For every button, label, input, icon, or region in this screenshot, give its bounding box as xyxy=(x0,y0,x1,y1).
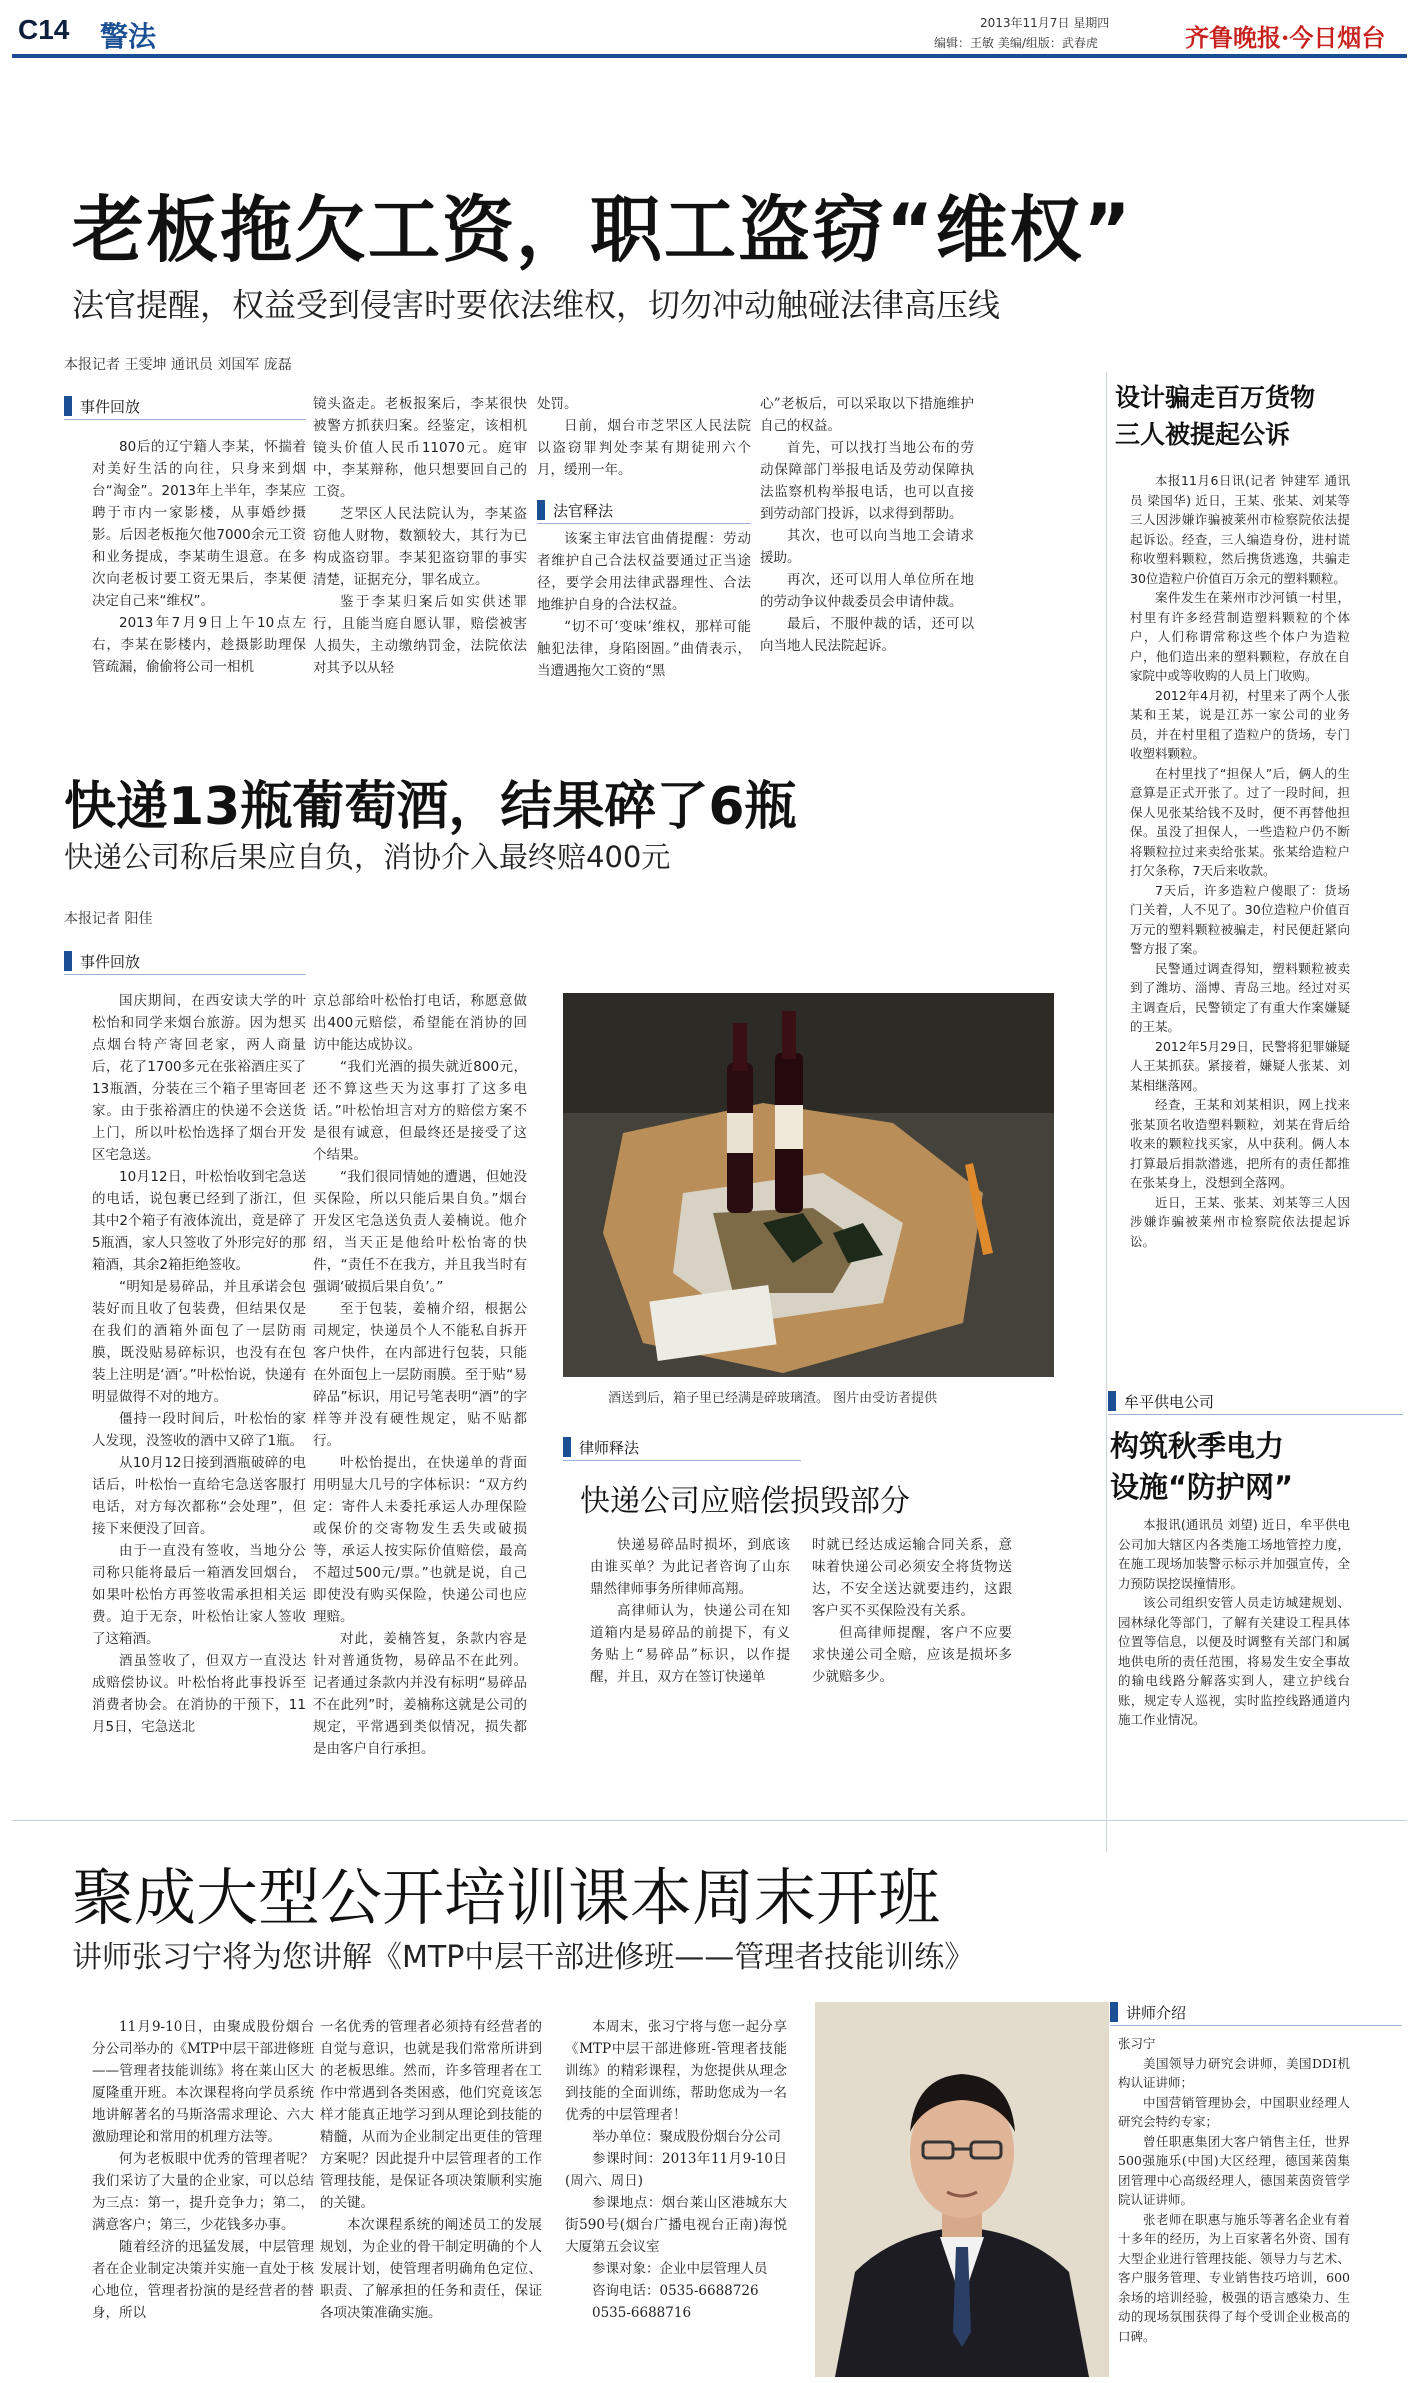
right2-headline-line1: 构筑秋季电力 xyxy=(1110,1429,1285,1463)
issue-date: 2013年11月7日 星期四 xyxy=(980,16,1110,30)
story3-col1: 11月9-10日，由聚成股份烟台分公司举办的《MTP中层干部进修班——管理者技能训练》将在莱山区大厦隆重开班。本次课程将向学员系统地讲解著名的马斯洛需求理论、六大激励理论和常用的机理方法等。 何为老板眼中优秀的管理者呢？我们采访了大量的企业家，可以总结为三点：第一，提升竞争力；第二，满意客户；第三，少花钱多办事。 随着经济的迅猛发展，中层管理者在企业制定决策并实施一直处于核心地位，管理者扮演的是经营者的替身，所以 xyxy=(92,2019,314,2321)
lecturer-bio: 张习宁 美国领导力研究会讲师，美国DDI机构认证讲师； 中国营销管理协会，中国职业经理人研究会特约专家； 曾任职惠集团大客户销售主任，世界500强施乐(中国)大区经理，德国莱茵集团管理中心高级经理人，德国莱茵资管学院认证讲师。 张老师在职惠与施乐等著名企业有着十多年的经历，为上百家著名外资、国有大型企业进行管理技能、领导力与艺术、客户服务管理、专业销售技巧培训，600余场的培训经验，极强的语言感染力、生动的现场氛围获得了每个受训企业极高的口碑。 xyxy=(1118,2036,1350,2344)
story2-col2: 京总部给叶松怡打电话，称愿意做出400元赔偿，希望能在消协的回访中能达成协议。 “我们光酒的损失就近800元，还不算这些天为这事打了这多电话。”叶松怡坦言对方的赔偿方案不是很有诚意，但最终还是接受了这个结果。 “我们很同情她的遭遇，但她没买保险，所以只能后果自负。”烟台开发区宅急送负责人姜楠说。他介绍，当天正是他给叶松怡寄的快件，“责任不在我方，并且我当时有强调‘破损后果自负’。” 至于包装，姜楠介绍，根据公司规定，快递员个人不能私自拆开客户快件，在内部进行包装，只能在外面包上一层防雨膜。至于贴“易碎品”标识，用记号笔表明“酒”的字样等并没有硬性规定，贴不贴都行。 叶松怡提出，在快递单的背面用明显大几号的字体标识：“双方约定：寄件人未委托承运人办理保险或保价的交寄物发生丢失或破损等，承运人按实际价值赔偿，最高不超过500元/票。”也就是说，自己即使没有购买保险，快递公司也应理赔。 对此，姜楠答复，条款内容是针对普通货物，易碎品不在此列。记者通过条款内并没有标明“易碎品不在此列”时，姜楠称这就是公司的规定，平常遇到类似情况，损失都是由客户自行承担。 xyxy=(313,993,527,1757)
photo-caption: 酒送到后，箱子里已经满是碎玻璃渣。 图片由受访者提供 xyxy=(608,1391,938,1406)
section-event-replay-2: 事件回放 xyxy=(64,948,306,974)
law-col1: 快递易碎品时损坏，到底该由谁买单？为此记者咨询了山东鼎然律师事务所律师高翔。 高律师认为，快递公司在知道箱内是易碎品的前提下，有义务贴上“易碎品”标识，以作提醒，并且，双方在签订快递单 xyxy=(590,1537,790,1685)
story3-subhead: 讲师张习宁将为您讲解《MTP中层干部进修班——管理者技能训练》 xyxy=(72,1940,975,1975)
editors-credit: 编辑：王敏 美编/组版：武春虎 xyxy=(934,36,1098,50)
lecturer-portrait xyxy=(815,2002,1109,2377)
story3-col3: 本周末，张习宁将与您一起分享《MTP中层干部进修班-管理者技能训练》的精彩课程，为您提供从理念到技能的全面训练，帮助您成为一名优秀的中层管理者！ 举办单位：聚成股份烟台分公司 参课时间：2013年11月9-10日(周六、周日) 参课地点：烟台莱山区港城东大街590号(烟台广播电视台正南)海悦大厦第五会议室 参课对象：企业中层管理人员 咨询电话：0535-6688726 0535-6688716 xyxy=(565,2019,787,2321)
brand-logo: 齐鲁晚报·今日烟台 xyxy=(1185,23,1386,52)
story1-subhead: 法官提醒，权益受到侵害时要依法维权，切勿冲动触碰法律高压线 xyxy=(72,286,1001,324)
story1-col1: 80后的辽宁籍人李某，怀揣着对美好生活的向往，只身来到烟台“淘金”。2013年上半年，李某应聘于市内一家影楼，从事婚纱摄影。后因老板拖欠他7000余元工资和业务提成，李某萌生退意。在多次向老板讨要工资无果后，李某便决定自己来“维权”。 2013年7月9日上午10点左右，李某在影楼内，趁摄影助理保管疏漏，偷偷将公司一相机 xyxy=(92,439,306,675)
right2-body: 本报讯(通讯员 刘望) 近日，牟平供电公司加大辖区内各类施工场地管控力度，在施工现场加装警示标示并加强宣传，全力预防误挖误撞情形。 该公司组织安管人员走访城建规划、园林绿化等部门，了解有关建设工程具体位置等信息，以便及时调整有关部门和属地供电所的责任范围，将易发生安全事故的输电线路分解落实到人，建立护线台账，规定专人巡视，实时监控线路通道内施工作业情况。 xyxy=(1118,1517,1350,1727)
lecturer-name: 张习宁 xyxy=(1118,2036,1156,2051)
story1-col3b: 该案主审法官曲倩提醒：劳动者维护自己合法权益要通过正当途径，要学会用法律武器理性、合法地维护自身的合法权益。 “切不可‘变味’维权，那样可能触犯法律，身陷囹圄。”曲倩表示，当遭遇拖欠工资的“黑 xyxy=(537,531,751,679)
right1-headline-line1: 设计骗走百万货物 xyxy=(1115,383,1316,412)
story2-subhead: 快递公司称后果应自负，消协介入最终赔400元 xyxy=(64,840,671,874)
story3-headline: 聚成大型公开培训课本周末开班 xyxy=(72,1861,941,1934)
story2-headline: 快递13瓶葡萄酒，结果碎了6瓶 xyxy=(64,777,797,837)
masthead xyxy=(0,0,1417,58)
story1-byline: 本报记者 王雯坤 通讯员 刘国军 庞磊 xyxy=(64,357,292,373)
section-judge-explains: 法官释法 xyxy=(537,497,751,523)
story1-col3: 处罚。 日前，烟台市芝罘区人民法院以盗窃罪判处李某有期徒刑六个月，缓刑一年。 xyxy=(537,396,751,478)
section-title: 警法 xyxy=(100,20,157,53)
right1-headline-line2: 三人被提起公诉 xyxy=(1115,420,1291,449)
story2-col1: 国庆期间，在西安读大学的叶松怡和同学来烟台旅游。因为想买点烟台特产寄回老家，两人商量后，花了1700多元在张裕酒庄买了13瓶酒，分装在三个箱子里寄回老家。由于张裕酒庄的快递不会送货上门，所以叶松怡选择了烟台开发区宅急送。 10月12日，叶松怡收到宅急送的电话，说包裹已经到了浙江，但其中2个箱子有液体流出，竟是碎了5瓶酒，家人只签收了外形完好的那箱酒，其余2箱拒绝签收。 “明知是易碎品，并且承诺会包装好而且收了包装费，但结果仅是在我们的酒箱外面包了一层防雨膜，既没贴易碎标识，也没有在包装上注明是‘酒’。”叶松怡说，快递有明显做得不对的地方。 僵持一段时间后，叶松怡的家人发现，没签收的酒中又碎了1瓶。 从10月12日接到酒瓶破碎的电话后，叶松怡一直给宅急送客服打电话，对方每次都称“会处理”，但接下来便没了回音。 由于一直没有签收，当地分公司称只能将最后一箱酒发回烟台，如果叶松怡方再签收需承担相关运费。迫于无奈，叶松怡让家人签收了这箱酒。 酒虽签收了，但双方一直没达成赔偿协议。叶松怡将此事投诉至消费者协会。在消协的干预下，11月5日，宅急送北 xyxy=(92,993,306,1735)
section-lawyer-explains: 律师释法 xyxy=(563,1434,801,1460)
broken-wine-photo xyxy=(563,993,1054,1377)
story3-col2: 一名优秀的管理者必须持有经营者的自觉与意识，也就是我们常常所讲到的老板思维。然而，许多管理者在工作中常遇到各类困惑，他们究竟该怎样才能真正地学习到从理论到技能的精髓，从而为企业制定出更佳的管理方案呢？因此提升中层管理者的工作管理技能，是保证各项决策顺利实施的关键。 本次课程系统的阐述员工的发展规划，为企业的骨干制定明确的个人发展计划，使管理者明确角色定位、职责、了解承担的任务和责任，保证各项决策准确实施。 xyxy=(320,2019,542,2321)
page-number: C14 xyxy=(18,14,70,45)
story2-byline: 本报记者 阳佳 xyxy=(64,911,153,927)
right2-headline-line2: 设施“防护网” xyxy=(1110,1470,1294,1504)
law-col2: 时就已经达成运输合同关系，意味着快递公司必须安全将货物送达，不安全送达就要违约，这跟客户买不买保险没有关系。 但高律师提醒，客户不应要求快递公司全赔，应该是损坏多少就赔多少。 xyxy=(812,1537,1012,1685)
right1-body: 本报11月6日讯(记者 钟建军 通讯员 梁国华) 近日，王某、张某、刘某等三人因涉嫌诈骗被莱州市检察院依法提起诉讼。经查，三人编造身份，进村谎称收塑料颗粒，然后携货逃逸，共骗走30位造粒户价值百万余元的塑料颗粒。 案件发生在莱州市沙河镇一村里，村里有许多经营制造塑料颗粒的个体户，人们称谓常称这些个体户为造粒户，他们造出来的塑料颗粒，存放在自家院中或等收购的人员上门收购。 2012年4月初，村里来了两个人张某和王某，说是江苏一家公司的业务员，并在村里租了造粒户的货场，专门收塑料颗粒。 在村里找了“担保人”后，俩人的生意算是正式开张了。过了一段时间，担保人见张某给钱不及时，便不再替他担保。虽没了担保人，一些造粒户仍不断将颗粒拉过来卖给张某。张某给造粒户打欠条称，7天后来收款。 7天后，许多造粒户傻眼了：货场门关着，人不见了。30位造粒户价值百万元的塑料颗粒被骗走，村民便赶紧向警方报了案。 民警通过调查得知，塑料颗粒被卖到了潍坊、淄博、青岛三地。经过对买主调查后，民警锁定了有重大作案嫌疑的王某。 2012年5月29日，民警将犯罪嫌疑人王某抓获。紧接着，嫌疑人张某、刘某相继落网。 经查，王某和刘某相识，网上找来张某顶名收造塑料颗粒，刘某在背后给收来的颗粒找买家，从中获利。俩人本打算最后捐款潜逃，把所有的责任都推在张某身上，没想到全落网。 近日，王某、张某、刘某等三人因涉嫌诈骗被莱州市检察院依法提起诉讼。 xyxy=(1130,473,1350,1249)
law-headline: 快递公司应赔偿损毁部分 xyxy=(580,1484,910,1519)
section-lecturer-intro: 讲师介绍 xyxy=(1110,1999,1402,2025)
section-event-replay-1: 事件回放 xyxy=(64,393,306,419)
story1-col4: 心”老板后，可以采取以下措施维护自己的权益。 首先，可以找打当地公布的劳动保障部门举报电话及劳动保障执法监察机构举报电话，也可以直接到劳动部门投诉，以求得到帮助。 其次，也可以向当地工会请求援助。 再次，还可以用人单位所在地的劳动争议仲裁委员会申请仲裁。 最后，不服仲裁的话，还可以向当地人民法院起诉。 xyxy=(760,396,974,654)
story1-headline: 老板拖欠工资，职工盗窃“维权” xyxy=(72,188,1133,272)
story1-col2: 镜头盗走。老板报案后，李某很快被警方抓获归案。经鉴定，该相机镜头价值人民币11070元。庭审中，李某辩称，他只想要回自己的工资。 芝罘区人民法院认为，李某盗窃他人财物，数额较大，其行为已构成盗窃罪。李某犯盗窃罪的事实清楚，证据充分，罪名成立。 鉴于李某归案后如实供述罪行，且能当庭自愿认罪，赔偿被害人损失，主动缴纳罚金，法院依法对其予以从轻 xyxy=(313,396,527,676)
section-muping-power: 牟平供电公司 xyxy=(1108,1388,1403,1414)
